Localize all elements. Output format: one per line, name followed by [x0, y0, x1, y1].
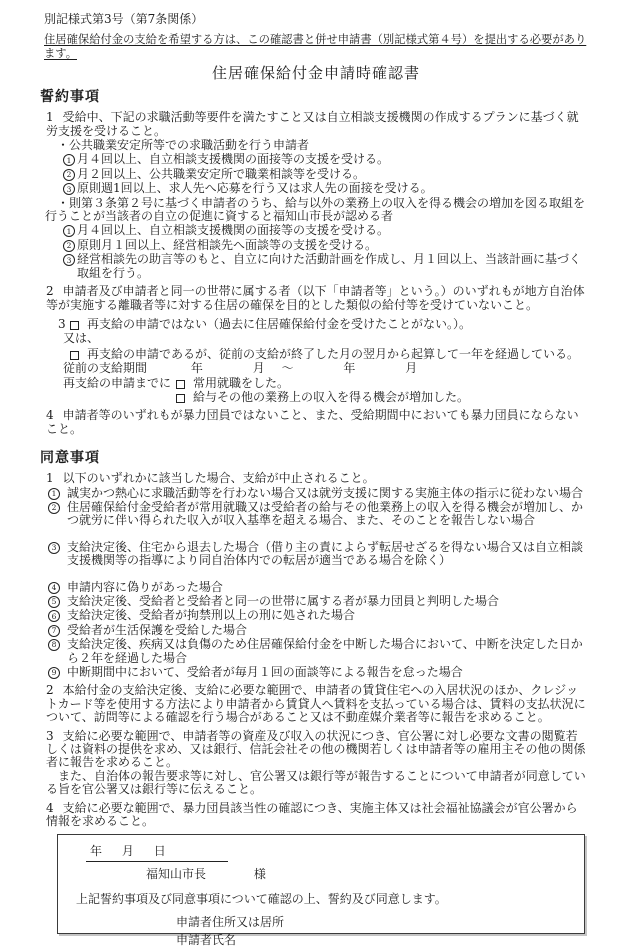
sub-text: 申請内容に偽りがあった場合	[67, 579, 223, 594]
consent-item-3-additional: また、自治体の報告要求等に対し、官公署又は銀行等が報告することについて申請者が同意している旨を官公署又は銀行等に伝えること。	[46, 768, 586, 797]
circled-number: 2	[63, 169, 75, 181]
circled-number: 2	[63, 240, 75, 252]
month-label: 月	[121, 843, 134, 858]
circled-number: 5	[48, 596, 60, 608]
item-text: 申請者及び申請者と同一の世帯に属する者（以下「申請者等」という。）のいずれもが地方自治体等が実施する離職者等に対する住居の確保を目的とした類似の給付等を受けていないこと。	[46, 284, 585, 312]
form-number: 別記様式第3号（第7条関係）	[44, 12, 204, 26]
item-number: 3	[58, 316, 66, 331]
sub-text: 受給者が生活保護を受給した場合	[67, 622, 248, 637]
sub-text: 支給決定後、受給者が拘禁刑以上の刑に処された場合	[67, 608, 356, 623]
sub-text: 原則週1回以上、求人先へ応募を行う又は求人先の面接を受ける。	[77, 181, 433, 196]
item-number: 1	[46, 471, 54, 486]
pledge-item-2	[44, 285, 588, 312]
consent-item-4	[44, 802, 588, 829]
checkbox-no-prior-benefit	[70, 321, 79, 330]
circled-number: 7	[48, 625, 60, 637]
tilde: ～	[281, 361, 294, 376]
circled-number: 3	[63, 254, 75, 266]
pledge-bullet-rule3-2: ・則第３条第２号に基づく申請者のうち、給与以外の業務上の収入を得る機会の増加を図る取組を行うことが当該者の自立の促進に資すると福知山市長が認める者	[45, 195, 586, 224]
pledge-item-4	[44, 409, 588, 436]
item-text: 支給に必要な範囲で、暴力団員該当性の確認につき、実施主体又は社会福祉協議会が官公署から情報を求めること。	[46, 800, 578, 829]
sub-text: 月４回以上、自立相談支援機関の面接等の支援を受ける。	[77, 223, 390, 238]
sub-text: 支給決定後、疾病又は負傷のため住居確保給付金を中断した場合において、中断を決定した日から２年を経過した場合	[67, 637, 583, 665]
prior-period-row	[44, 362, 588, 375]
consent-sub-1	[44, 487, 588, 500]
item-number: 4	[46, 408, 54, 423]
circled-number: 9	[48, 667, 60, 679]
or-label: 又は、	[63, 331, 100, 346]
circled-number: 1	[63, 225, 75, 237]
year-label: 年	[90, 843, 103, 858]
document-title: 住居確保給付金申請時確認書	[211, 64, 420, 83]
item-number: 2	[46, 284, 54, 299]
option-text: 再支給の申請ではない（過去に住居確保給付金を受けたことがない。）。	[87, 316, 472, 331]
month-to-label: 月	[405, 361, 418, 376]
resupply-option-2-row	[44, 391, 588, 404]
sub-text: 経営相談先の助言等のもと、自立に向けた活動計画を作成し、月１回以上、当該計画に基づく取組を行う。	[77, 252, 582, 280]
pledge-item-3-option-2	[44, 348, 588, 361]
sub-text: 月２回以上、公共職業安定所で職業相談等を受ける。	[77, 166, 366, 181]
checkbox-income-increase	[176, 394, 185, 403]
consent-sub-2	[44, 501, 588, 528]
checkbox-regular-employment	[176, 380, 185, 389]
pledge-sub-item	[44, 153, 588, 166]
year-to-label: 年	[343, 361, 356, 376]
consent-sub-7	[44, 624, 588, 637]
item-text: 申請者等のいずれもが暴力団員ではないこと、また、受給期間中においても暴力団員にならないこと。	[46, 408, 579, 436]
circled-number: 3	[63, 183, 75, 195]
circled-number: 1	[63, 154, 75, 166]
sub-text: 支給決定後、受給者と受給者と同一の世帯に属する者が暴力団員と判明した場合	[67, 594, 500, 608]
month-from-label: 月	[252, 361, 265, 376]
sub-text: 誠実かつ熱心に求職活動等を行わない場合又は就労支援に関する実施主体の指示に従わない場合	[67, 485, 584, 500]
day-label: 日	[153, 843, 166, 858]
item-text: 本給付金の支給決定後、支給に必要な範囲で、申請者の賃貸住宅への入居状況のほか、クレジットカード等を使用する方法により申請者から賃貸人へ賃料を支払っている場合は、賃料の支払状況について、訪問等による確認を行う場合があること又は不動産媒介業者等に報告を求めること。	[46, 683, 586, 725]
resupply-option-1-row	[44, 377, 588, 390]
item-text: 以下のいずれかに該当した場合、支給が中止されること。	[62, 471, 375, 486]
item-number: 4	[46, 800, 54, 815]
consent-item-3	[44, 730, 588, 770]
submission-notice: 住居確保給付金の支給を希望する方は、この確認書と併せ申請書（別記様式第４号）を提出する必要があります。	[44, 33, 587, 60]
pledge-sub-item	[44, 168, 588, 181]
year-from-label: 年	[190, 361, 203, 376]
circled-number: 3	[48, 542, 60, 554]
signature-statement: 上記誓約事項及び同意事項について確認の上、誓約及び同意します。	[76, 891, 447, 906]
pledge-sub-item	[44, 253, 588, 280]
signature-date-line	[86, 843, 228, 862]
circled-number: 2	[48, 502, 60, 514]
sub-text: 住居確保給付金受給者が常用就職又は受給者の給与その他業務上の収入を得る機会が増加し、かつ就労に伴い得られた収入が収入基準を超える場合、また、そのことを報告しない場合	[67, 499, 584, 528]
consent-sub-4	[44, 581, 588, 594]
consent-sub-8	[44, 638, 588, 665]
circled-number: 1	[48, 488, 60, 500]
item-text: 受給中、下記の求職活動等要件を満たすこと又は自立相談支援機関の作成するプランに基づく就労支援を受けること。	[46, 110, 579, 138]
applicant-name-label: 申請者氏名	[176, 932, 237, 947]
signature-box	[57, 834, 585, 947]
addressee: 福知山市長	[146, 866, 207, 881]
resupply-label: 再支給の申請までに	[63, 375, 172, 390]
sub-text: 支給決定後、住宅から退去した場合（借り主の責によらず転居せざるを得ない場合又は自立相談支援機関等の指導により同自治体内での転居が適当である場合を除く）	[67, 539, 584, 568]
pledge-heading: 誓約事項	[40, 89, 100, 106]
pledge-sub-item	[44, 182, 588, 195]
pledge-bullet-hellowork: ・公共職業安定所等での求職活動を行う申請者	[57, 138, 310, 153]
item-number: 1	[46, 110, 54, 125]
consent-sub-9	[44, 666, 588, 679]
circled-number: 4	[48, 582, 60, 594]
addressee-row	[146, 866, 584, 882]
option-text: 再支給の申請であるが、従前の支給が終了した月の翌月から起算して一年を経過している。	[87, 346, 580, 361]
sub-text: 中断期間中において、受給者が毎月１回の面談等による報告を怠った場合	[67, 665, 463, 680]
option-text: 給与その他の業務上の収入を得る機会が増加した。	[193, 389, 470, 404]
item-number: 3	[46, 728, 54, 743]
item-number: 2	[46, 683, 54, 698]
honorific: 様	[253, 866, 266, 881]
consent-sub-5	[44, 595, 588, 608]
pledge-sub-item	[44, 224, 588, 237]
consent-item-2	[44, 684, 588, 724]
circled-number: 6	[48, 610, 60, 622]
circled-number: 8	[48, 639, 60, 651]
checkbox-reapplication-after-one-year	[70, 351, 79, 360]
signature-date-row	[86, 843, 584, 862]
sub-text: 原則月１回以上、経営相談先へ面談等の支援を受ける。	[77, 237, 378, 252]
consent-sub-6	[44, 609, 588, 622]
sub-text: 月４回以上、自立相談支援機関の面接等の支援を受ける。	[77, 152, 390, 167]
pledge-item-1	[44, 111, 588, 138]
prior-period-label: 従前の支給期間	[63, 361, 148, 376]
consent-sub-3	[44, 541, 588, 568]
consent-heading: 同意事項	[40, 450, 100, 467]
applicant-address-label: 申請者住所又は居所	[176, 914, 285, 929]
pledge-item-3-option-1	[44, 318, 588, 331]
option-text: 常用就職をした。	[193, 375, 290, 390]
pledge-sub-item	[44, 239, 588, 252]
consent-item-1	[44, 472, 588, 485]
item-text: 支給に必要な範囲で、申請者等の資産及び収入の状況につき、官公署に対し必要な文書の閲覧若しくは資料の提供を求め、又は銀行、信託会社その他の機関若しくは申請者等の雇用主その他の関係者に報告を求めること。	[46, 728, 586, 770]
